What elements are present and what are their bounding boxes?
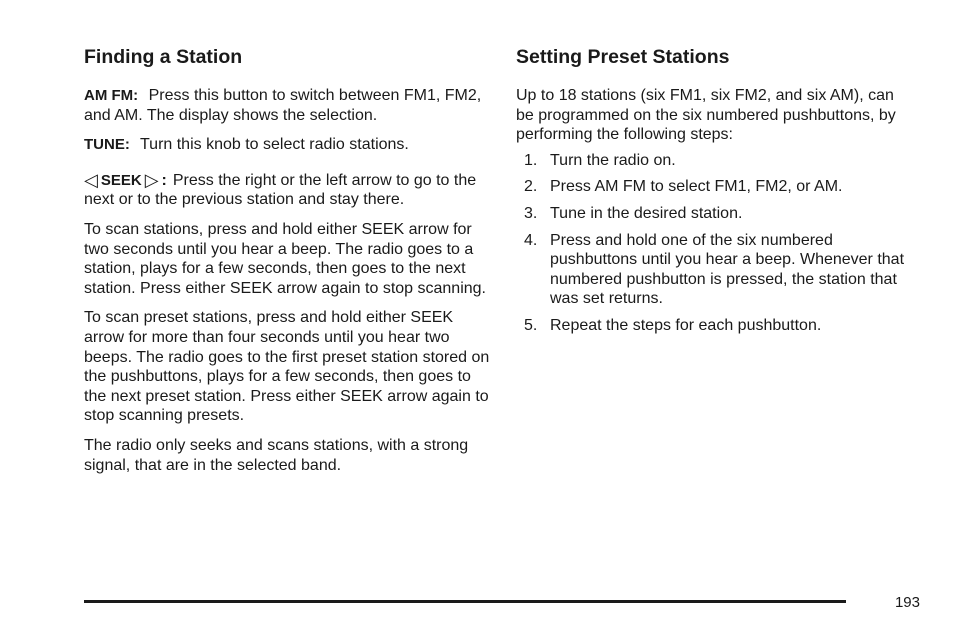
- section-heading-setting-preset-stations: Setting Preset Stations: [516, 46, 730, 68]
- step-number: 2.: [524, 178, 538, 196]
- page-number: 193: [894, 594, 920, 611]
- am-fm-paragraph: [84, 86, 494, 125]
- step-text: Tune in the desired station.: [550, 204, 743, 222]
- section-heading-finding-a-station: Finding a Station: [84, 46, 243, 68]
- footer-divider: [84, 600, 846, 603]
- am-fm-term: AM FM:: [84, 87, 139, 104]
- signal-strength-paragraph: The radio only seeks and scans stations, with a strong signal, that are in the selected band.: [84, 436, 469, 474]
- step-number: 4.: [524, 231, 538, 249]
- step-number: 3.: [524, 204, 538, 222]
- list-item: [516, 231, 916, 309]
- preset-steps-list: [516, 151, 916, 336]
- scan-preset-stations-paragraph: To scan preset stations, press and hold either SEEK arrow for more than four seconds until you hear two beeps. The radio goes to the first preset station stored on the pushbuttons, plays for a few seconds, then goes to the next preset station. Press either SEEK arrow again to stop scanning presets.: [84, 309, 490, 425]
- step-number: 5.: [524, 316, 538, 334]
- tune-term: TUNE:: [84, 136, 130, 154]
- list-item: [516, 151, 916, 171]
- list-item: [516, 177, 916, 197]
- scan-stations-paragraph: To scan stations, press and hold either SEEK arrow for two seconds until you hear a beep. The radio goes to a station, plays for a few seconds, then goes to the next station. Press either SEEK arrow again to stop scanning.: [84, 220, 486, 297]
- step-text: Turn the radio on.: [550, 151, 676, 169]
- preset-intro-paragraph: Up to 18 stations (six FM1, six FM2, and six AM), can be programmed on the six numbered pushbuttons, by performing the following steps:: [516, 87, 896, 144]
- seek-left-arrow-icon: ◁: [84, 169, 98, 190]
- seek-colon: :: [161, 171, 167, 189]
- list-item: [516, 204, 916, 224]
- tune-text: Turn this knob to select radio stations.: [139, 136, 409, 154]
- step-text: Press and hold one of the six numbered pushbuttons until you hear a beep. Whenever that numbered pushbutton is pressed, the station that was set returns.: [550, 231, 905, 308]
- step-text: Repeat the steps for each pushbutton.: [550, 316, 822, 334]
- step-number: 1.: [524, 151, 538, 169]
- seek-term: SEEK: [100, 171, 142, 189]
- list-item: [516, 316, 916, 336]
- am-fm-text: Press this button to switch between FM1, FM2, and AM. The display shows the selection.: [84, 87, 482, 124]
- seek-right-arrow-icon: ▷: [144, 169, 159, 190]
- left-column: [84, 44, 494, 485]
- step-text: Press AM FM to select FM1, FM2, or AM.: [550, 178, 843, 196]
- right-column: [516, 44, 916, 343]
- seek-paragraph: [84, 171, 494, 210]
- tune-paragraph: [84, 135, 494, 155]
- seek-text: Press the right or the left arrow to go to the next or to the previous station and stay there.: [84, 171, 477, 209]
